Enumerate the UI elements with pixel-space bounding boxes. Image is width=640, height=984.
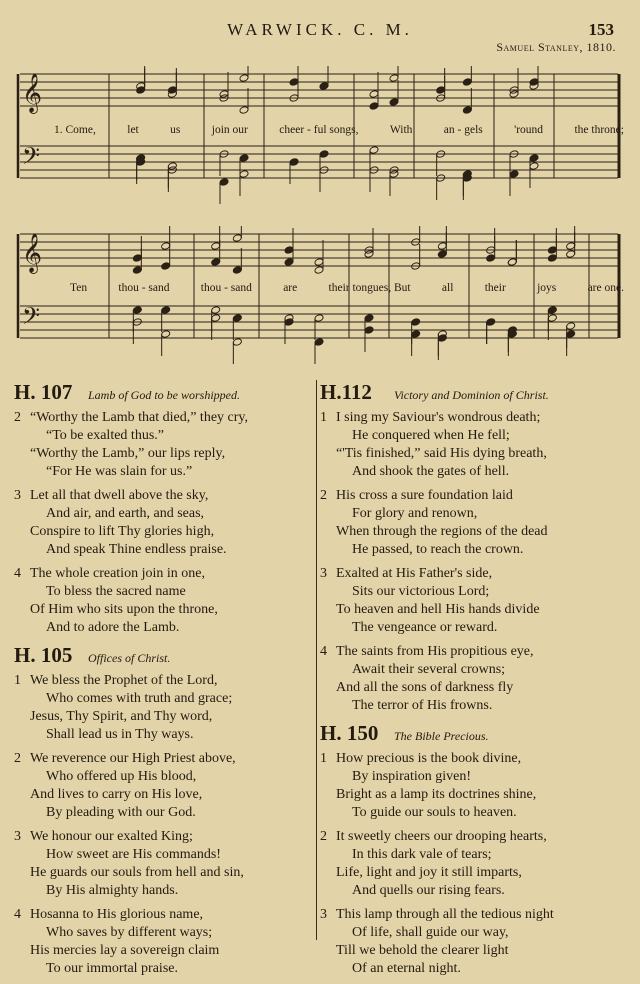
stanza	[320, 409, 622, 481]
note-head-icon	[436, 86, 446, 95]
lyric-syllable: us	[170, 124, 181, 136]
hymn-title: Victory and Dominion of Christ.	[394, 388, 549, 402]
note-head-icon	[507, 258, 517, 267]
stanza-number: 2	[320, 829, 327, 844]
verse-text: And air, and earth, and seas,	[46, 506, 205, 521]
hymn-heading	[14, 643, 316, 668]
note-head-icon	[314, 266, 324, 275]
note-head-icon	[132, 306, 142, 315]
hymn-number: H. 150	[320, 721, 379, 745]
hymn-number: H. 105	[14, 643, 73, 667]
verse-text: And shook the gates of hell.	[352, 464, 510, 479]
verse-text: Who saves by different ways;	[46, 925, 213, 940]
note-head-icon	[211, 258, 221, 267]
lyric-syllable: With	[389, 124, 413, 136]
verse-text: We honour our exalted King;	[30, 829, 193, 844]
verse-text: This lamp through all the tedious night	[336, 907, 554, 922]
note-head-icon	[486, 318, 496, 327]
lyric-syllable: thou - sand	[118, 282, 170, 294]
verse-line	[320, 768, 622, 786]
hymn-title: Offices of Christ.	[88, 651, 171, 665]
note-head-icon	[132, 254, 142, 263]
verse-text: How sweet are His commands!	[46, 847, 221, 862]
verse-text: We bless the Prophet of the Lord,	[30, 673, 218, 688]
stanza	[320, 565, 622, 637]
lyric-syllable: all	[441, 282, 454, 294]
verse-line	[14, 672, 316, 690]
note-head-icon	[462, 106, 472, 115]
verse-text: Sits our victorious Lord;	[352, 584, 490, 599]
stanza	[14, 487, 316, 559]
verse-text: To guide our souls to heaven.	[352, 805, 517, 820]
verse-text: “Worthy the Lamb that died,” they cry,	[30, 410, 248, 425]
verse-line	[14, 846, 316, 864]
lyric-syllable: joys	[537, 282, 557, 294]
hymn-150	[320, 721, 622, 978]
note-head-icon	[232, 338, 242, 347]
verse-text: We reverence our High Priest above,	[30, 751, 236, 766]
tune-title: WARWICK. C. M.	[227, 20, 413, 39]
verse-line	[14, 565, 316, 583]
treble-clef-icon: 𝄞	[22, 233, 43, 273]
verse-line	[320, 565, 622, 583]
lyric-syllable: their	[484, 282, 506, 294]
hymn-number: H. 107	[14, 380, 73, 404]
note-head-icon	[314, 338, 324, 347]
verse-line	[14, 906, 316, 924]
note-head-icon	[369, 90, 379, 99]
verse-line	[320, 750, 622, 768]
note-head-icon	[566, 322, 576, 331]
verse-text: By His almighty hands.	[46, 883, 179, 898]
verse-line	[320, 619, 622, 637]
note-head-icon	[319, 82, 329, 91]
note-head-icon	[437, 242, 447, 251]
verse-text: And to adore the Lamb.	[46, 620, 180, 635]
hymn-112	[320, 380, 622, 715]
verse-text: Who offered up His blood,	[46, 769, 197, 784]
verse-line	[14, 768, 316, 786]
note-head-icon	[529, 154, 539, 163]
music-system-2	[14, 226, 624, 366]
stanza	[14, 672, 316, 744]
verse-line	[14, 445, 316, 463]
verse-line	[320, 882, 622, 900]
verse-line	[14, 427, 316, 445]
lyric-syllable: 'round	[514, 124, 544, 136]
verse-text: Till we behold the clearer light	[336, 943, 509, 958]
note-head-icon	[509, 170, 519, 179]
verse-line	[14, 690, 316, 708]
verse-line	[320, 505, 622, 523]
verse-line	[320, 583, 622, 601]
verse-text: Shall lead us in Thy ways.	[46, 727, 194, 742]
verse-text: “'Tis finished,” said His dying breath,	[336, 446, 547, 461]
stanza-number: 2	[14, 751, 21, 766]
verse-line	[320, 643, 622, 661]
note-head-icon	[319, 150, 329, 159]
verse-text: When through the regions of the dead	[336, 524, 548, 539]
note-head-icon	[529, 162, 539, 171]
note-head-icon	[547, 254, 557, 263]
lyric-syllable: let	[127, 124, 139, 136]
lyric-syllable: Ten	[70, 282, 88, 294]
verse-text: The saints from His propitious eye,	[336, 644, 534, 659]
note-head-icon	[389, 74, 399, 83]
hymn-heading	[320, 380, 622, 405]
stanza-number: 1	[320, 751, 327, 766]
music-system-1	[14, 66, 624, 206]
lyric-syllable: the throne;	[574, 124, 624, 136]
lyric-syllable: are one.	[587, 282, 624, 294]
note-head-icon	[566, 242, 576, 251]
lyric-syllable: their tongues, But	[328, 282, 411, 294]
column-divider	[316, 380, 317, 940]
hymn-title: Lamb of God to be worshipped.	[88, 388, 241, 402]
verse-line	[14, 601, 316, 619]
verse-text: I sing my Saviour's wondrous death;	[336, 410, 541, 425]
lyrics-line-2	[14, 282, 624, 294]
verse-text: Life, light and joy it still imparts,	[336, 865, 522, 880]
verse-text: By inspiration given!	[352, 769, 471, 784]
verse-line	[14, 619, 316, 637]
stanza-number: 1	[320, 410, 327, 425]
verse-line	[14, 487, 316, 505]
verse-text: How precious is the book divine,	[336, 751, 522, 766]
verse-text: And speak Thine endless praise.	[46, 542, 227, 557]
lyric-syllable: are	[283, 282, 298, 294]
treble-clef-icon: 𝄞	[22, 73, 43, 113]
note-head-icon	[369, 102, 379, 111]
note-head-icon	[547, 306, 557, 315]
stanza-number: 2	[14, 410, 21, 425]
note-head-icon	[547, 246, 557, 255]
verse-line	[320, 523, 622, 541]
bass-clef-icon: 𝄢	[22, 142, 41, 175]
verse-text: “To be exalted thus.”	[46, 428, 164, 443]
verse-line	[320, 541, 622, 559]
verse-text: Conspire to lift Thy glories high,	[30, 524, 215, 539]
verse-line	[14, 786, 316, 804]
verse-text: And quells our rising fears.	[352, 883, 505, 898]
lyric-syllable: cheer - ful songs,	[279, 124, 359, 136]
note-head-icon	[364, 326, 374, 335]
verse-text: He conquered when He fell;	[352, 428, 510, 443]
verse-line	[14, 804, 316, 822]
hymn-column-right	[320, 380, 622, 984]
note-head-icon	[161, 242, 171, 251]
verse-line	[320, 960, 622, 978]
verse-text: Jesus, Thy Spirit, and Thy word,	[30, 709, 213, 724]
verse-text: Who comes with truth and grace;	[46, 691, 233, 706]
verse-line	[14, 409, 316, 427]
verse-line	[14, 864, 316, 882]
verse-line	[14, 523, 316, 541]
stanza-number: 3	[320, 566, 327, 581]
note-head-icon	[211, 306, 221, 315]
verse-text: In this dark vale of tears;	[352, 847, 492, 862]
verse-text: He guards our souls from hell and sin,	[30, 865, 244, 880]
verse-line	[14, 708, 316, 726]
verse-text: The vengeance or reward.	[352, 620, 498, 635]
verse-line	[320, 786, 622, 804]
hymn-105	[14, 643, 316, 978]
stanza	[320, 828, 622, 900]
lyric-syllable: an - gels	[443, 124, 483, 136]
stanza-number: 3	[14, 829, 21, 844]
verse-line	[14, 828, 316, 846]
verse-line	[320, 409, 622, 427]
note-head-icon	[437, 334, 447, 343]
stanza-number: 2	[320, 488, 327, 503]
lyrics-line-1	[14, 124, 624, 136]
note-head-icon	[284, 246, 294, 255]
verse-line	[320, 697, 622, 715]
verse-text: And lives to carry on His love,	[30, 787, 203, 802]
stanza-number: 3	[320, 907, 327, 922]
music-staves-1	[14, 66, 624, 206]
verse-text: Of life, shall guide our way,	[352, 925, 509, 940]
verse-line	[320, 463, 622, 481]
verse-line	[320, 601, 622, 619]
note-head-icon	[219, 178, 229, 187]
verse-text: Bright as a lamp its doctrines shine,	[336, 787, 537, 802]
music-staves-2	[14, 226, 624, 366]
verse-text: And all the sons of darkness fly	[336, 680, 514, 695]
verse-line	[320, 942, 622, 960]
stanza-number: 1	[14, 673, 21, 688]
note-head-icon	[232, 266, 242, 275]
note-head-icon	[364, 314, 374, 323]
verse-line	[14, 750, 316, 768]
stanza-number: 3	[14, 488, 21, 503]
lyric-syllable: 1. Come,	[54, 124, 96, 136]
verse-text: Of Him who sits upon the throne,	[30, 602, 218, 617]
note-head-icon	[547, 314, 557, 323]
note-head-icon	[132, 266, 142, 275]
note-head-icon	[161, 330, 171, 339]
verse-text: Hosanna to His glorious name,	[30, 907, 204, 922]
verse-line	[14, 726, 316, 744]
stanza	[320, 750, 622, 822]
stanza-number: 4	[14, 907, 21, 922]
note-head-icon	[232, 234, 242, 243]
verse-line	[320, 864, 622, 882]
hymn-heading	[14, 380, 316, 405]
verse-text: For glory and renown,	[352, 506, 478, 521]
stanza-number: 4	[320, 644, 327, 659]
verse-line	[14, 505, 316, 523]
verse-text: He passed, to reach the crown.	[352, 542, 524, 557]
note-head-icon	[239, 74, 249, 83]
verse-line	[320, 906, 622, 924]
note-head-icon	[411, 318, 421, 327]
note-head-icon	[239, 154, 249, 163]
verse-line	[320, 804, 622, 822]
note-head-icon	[211, 314, 221, 323]
note-head-icon	[239, 170, 249, 179]
verse-text: Let all that dwell above the sky,	[30, 488, 209, 503]
page-number: 153	[588, 20, 614, 39]
note-head-icon	[211, 242, 221, 251]
verse-text: “For He was slain for us.”	[46, 464, 193, 479]
note-head-icon	[314, 258, 324, 267]
hymn-heading	[320, 721, 622, 746]
note-head-icon	[437, 250, 447, 259]
verse-line	[320, 427, 622, 445]
note-head-icon	[289, 158, 299, 167]
verse-text: The terror of His frowns.	[352, 698, 493, 713]
stanza	[320, 487, 622, 559]
note-head-icon	[486, 254, 496, 263]
stanza	[14, 409, 316, 481]
hymn-number: H.112	[320, 380, 372, 404]
note-head-icon	[167, 86, 177, 95]
note-head-icon	[411, 330, 421, 339]
verse-line	[14, 942, 316, 960]
note-head-icon	[239, 106, 249, 115]
verse-line	[14, 541, 316, 559]
stanza	[14, 906, 316, 978]
verse-text: His cross a sure foundation laid	[336, 488, 513, 503]
verse-text: By pleading with our God.	[46, 805, 196, 820]
verse-line	[14, 924, 316, 942]
stanza	[320, 906, 622, 978]
verse-text: “Worthy the Lamb,” our lips reply,	[30, 446, 226, 461]
verse-text: Await their several crowns;	[352, 662, 506, 677]
hymn-title: The Bible Precious.	[394, 729, 489, 743]
verse-line	[320, 445, 622, 463]
verse-text: Exalted at His Father's side,	[336, 566, 493, 581]
verse-line	[14, 463, 316, 481]
note-head-icon	[566, 250, 576, 259]
note-head-icon	[462, 78, 472, 87]
verse-line	[320, 679, 622, 697]
note-head-icon	[284, 318, 294, 327]
verse-line	[320, 924, 622, 942]
note-head-icon	[161, 262, 171, 271]
stanza-number: 4	[14, 566, 21, 581]
verse-text: It sweetly cheers our drooping hearts,	[336, 829, 547, 844]
stanza	[14, 828, 316, 900]
verse-line	[14, 583, 316, 601]
stanza	[14, 565, 316, 637]
verse-line	[14, 960, 316, 978]
note-head-icon	[284, 258, 294, 267]
note-head-icon	[369, 146, 379, 155]
stanza	[14, 750, 316, 822]
verse-text: To bless the sacred name	[46, 584, 186, 599]
verse-text: His mercies lay a sovereign claim	[30, 943, 220, 958]
verse-line	[320, 846, 622, 864]
bass-clef-icon: 𝄢	[22, 302, 41, 335]
note-head-icon	[232, 314, 242, 323]
hymn-column-left	[14, 380, 316, 984]
lyric-syllable: thou - sand	[200, 282, 252, 294]
lyric-syllable: join our	[211, 124, 248, 136]
verse-line	[320, 661, 622, 679]
note-head-icon	[314, 314, 324, 323]
verse-text: To heaven and hell His hands divide	[336, 602, 540, 617]
verse-text: The whole creation join in one,	[30, 566, 205, 581]
verse-text: Of an eternal night.	[352, 961, 461, 976]
verse-line	[320, 487, 622, 505]
note-head-icon	[566, 330, 576, 339]
note-head-icon	[289, 78, 299, 87]
note-head-icon	[161, 306, 171, 315]
note-head-icon	[509, 90, 519, 99]
stanza	[320, 643, 622, 715]
verse-line	[14, 882, 316, 900]
verse-line	[320, 828, 622, 846]
verse-text: To our immortal praise.	[46, 961, 178, 976]
hymn-107	[14, 380, 316, 637]
note-head-icon	[389, 98, 399, 107]
composer-credit: Samuel Stanley, 1810.	[496, 40, 616, 54]
